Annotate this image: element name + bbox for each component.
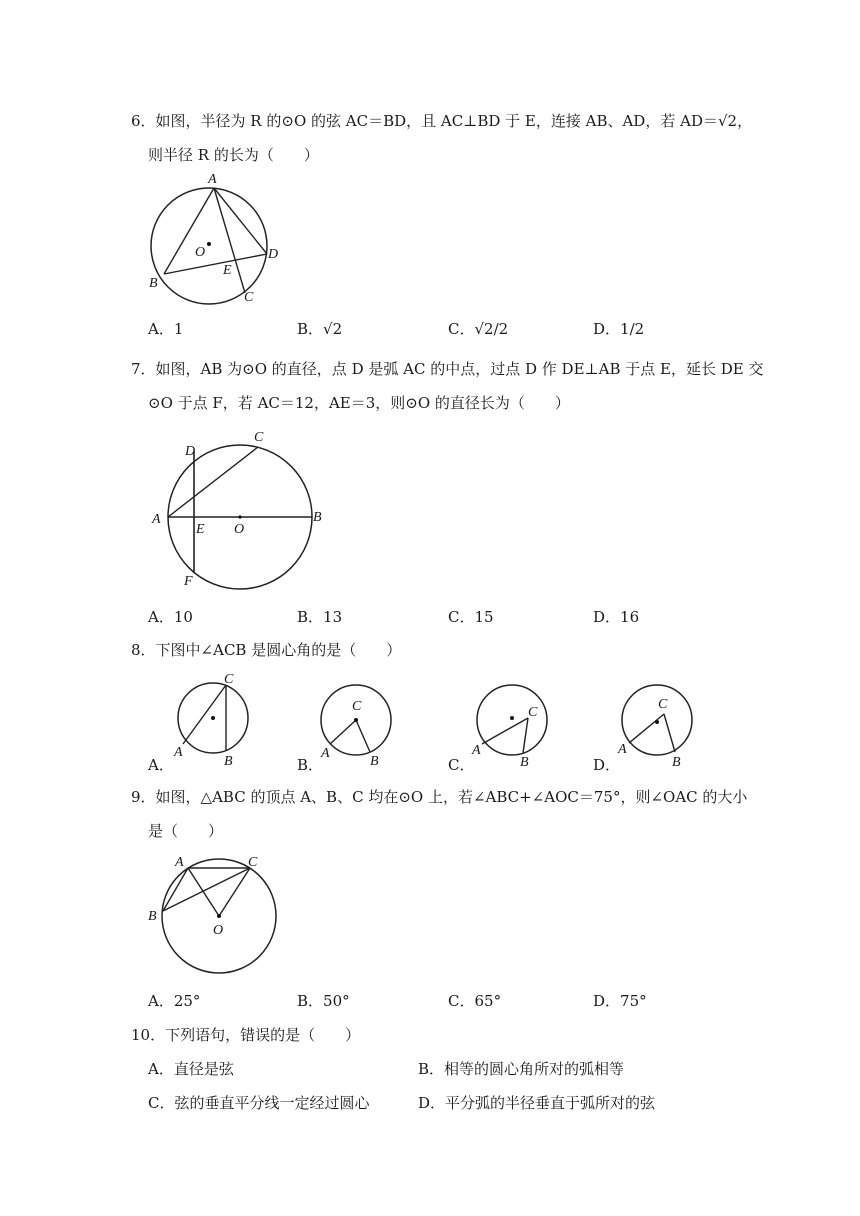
q10-option-d: D．平分弧的半径垂直于弧所对的弦: [418, 1094, 656, 1112]
q10-option-c: C．弦的垂直平分线一定经过圆心: [148, 1094, 370, 1112]
q6-option-a: A．1: [148, 320, 184, 338]
q9-label-c: C: [248, 855, 258, 870]
q9-option-a: A．25°: [148, 992, 201, 1010]
q9-option-c: C．65°: [448, 992, 502, 1010]
q7-center-dot: [238, 515, 241, 518]
q8-option-a: A．: [148, 756, 174, 774]
q9-label-a: A: [175, 855, 184, 870]
q6-label-d: D: [268, 247, 279, 262]
q7-label-o: O: [234, 522, 245, 537]
q8b-label-a: A: [321, 746, 330, 761]
q8-figure-b: [312, 668, 402, 770]
q6-option-c: C．√2/2: [448, 320, 509, 338]
q8-option-c: C．: [448, 756, 475, 774]
q6-label-b: B: [149, 276, 158, 291]
q8b-label-b: B: [370, 754, 379, 769]
q8c-label-c: C: [528, 705, 538, 720]
q9-stem-line2: 是（ ）: [148, 822, 224, 840]
q7-label-d: D: [185, 444, 196, 459]
q10-stem: 10．下列语句，错误的是（ ）: [131, 1026, 361, 1044]
q7-option-b: B．13: [297, 608, 343, 626]
q7-figure: [148, 425, 338, 595]
q9-label-o: O: [213, 923, 224, 938]
q7-label-b: B: [313, 510, 322, 525]
q6-option-b: B．√2: [297, 320, 343, 338]
q10-option-b: B．相等的圆心角所对的弧相等: [418, 1060, 625, 1078]
q7-label-f: F: [184, 574, 193, 589]
q7-stem-line2: ⊙O 于点 F，若 AC＝12，AE＝3，则⊙O 的直径长为（ ）: [148, 394, 570, 412]
q8c-label-a: A: [472, 743, 481, 758]
q7-label-e: E: [196, 522, 205, 537]
q9-label-b: B: [148, 909, 157, 924]
q9-option-d: D．75°: [593, 992, 647, 1010]
q8a-label-c: C: [224, 672, 234, 687]
q6-label-e: E: [223, 263, 232, 278]
q8d-label-b: B: [672, 755, 681, 770]
q8-figure-d: [612, 668, 702, 770]
q6-option-d: D．1/2: [593, 320, 645, 338]
q7-option-d: D．16: [593, 608, 640, 626]
q8-figure-c: [466, 668, 556, 770]
q7-stem-line1: 7．如图，AB 为⊙O 的直径，点 D 是弧 AC 的中点，过点 D 作 DE⊥AB 于点 E，延长 DE 交: [131, 360, 764, 378]
q8a-label-a: A: [174, 745, 183, 760]
q8d-label-c: C: [658, 697, 668, 712]
q7-label-a: A: [152, 512, 161, 527]
q8-option-d: D．: [593, 756, 621, 774]
q8c-label-b: B: [520, 755, 529, 770]
q6-label-a: A: [208, 172, 217, 187]
q6-label-c: C: [244, 290, 254, 305]
q9-center-dot: [217, 914, 221, 918]
q7-option-c: C．15: [448, 608, 494, 626]
q6-figure: [140, 170, 290, 310]
q8b-label-c: C: [352, 699, 362, 714]
q9-option-b: B．50°: [297, 992, 350, 1010]
q6-center-dot: [207, 242, 211, 246]
q7-label-c: C: [254, 430, 264, 445]
q8d-label-a: A: [618, 742, 627, 757]
q7-chord-ac: [168, 447, 258, 517]
q6-stem-line2: 则半径 R 的长为（ ）: [148, 146, 319, 164]
q10-option-a: A．直径是弦: [148, 1060, 234, 1078]
q9-stem-line1: 9．如图，△ABC 的顶点 A、B、C 均在⊙O 上，若∠ABC+∠AOC＝75°，则∠OAC 的大小: [131, 788, 748, 806]
q7-option-a: A．10: [148, 608, 193, 626]
q9-radius-oa: [188, 868, 219, 916]
q6-label-o: O: [195, 245, 206, 260]
q9-figure: [140, 848, 290, 980]
q6-stem-line1: 6．如图，半径为 R 的⊙O 的弦 AC＝BD，且 AC⊥BD 于 E，连接 AB、AD，若 AD＝√2，: [131, 112, 753, 130]
q8-stem: 8．下图中∠ACB 是圆心角的是（ ）: [131, 641, 402, 659]
q8-figure-a: [168, 668, 258, 770]
q8-option-b: B．: [297, 756, 324, 774]
q8a-label-b: B: [224, 754, 233, 769]
q6-chord-bd: [164, 254, 267, 274]
